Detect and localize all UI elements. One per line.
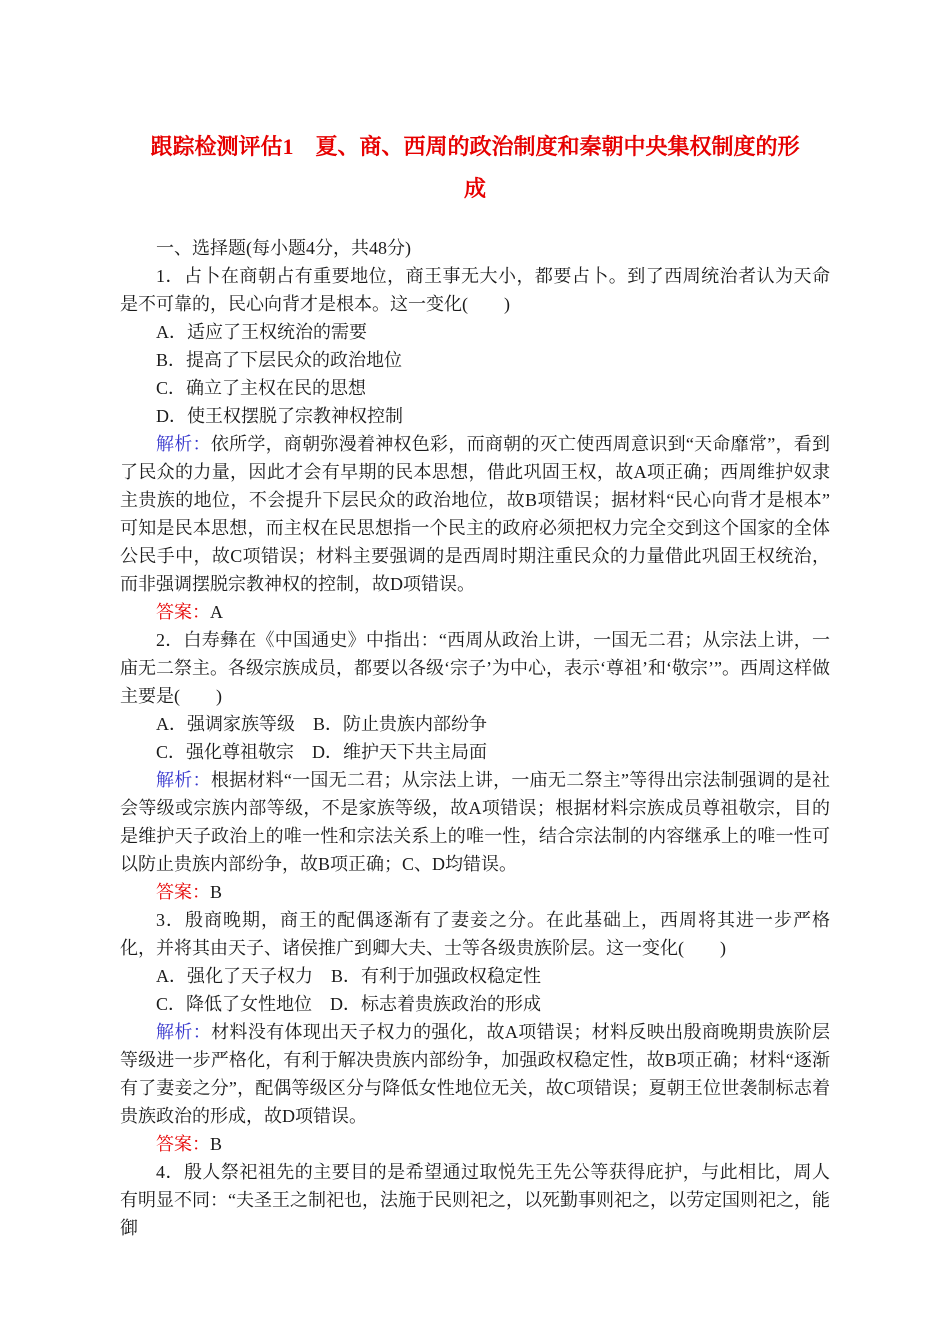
question-block-4 xyxy=(120,1158,830,1242)
analysis-text: 材料没有体现出天子权力的强化，故A项错误；材料反映出殷商晚期贵族阶层等级进一步严格化，有利于解决贵族内部纷争，加强政权稳定性，故B项正确；材料“逐渐有了妻妾之分”，配偶等级区分与降低女性地位无关，故C项错误；夏朝王位世袭制标志着贵族政治的形成，故D项错误。 xyxy=(120,1022,831,1126)
question-1-option-a: A．适应了王权统治的需要 xyxy=(156,322,367,342)
analysis-label: 解析： xyxy=(156,434,211,454)
answer-label: 答案： xyxy=(156,1134,210,1154)
question-1-answer xyxy=(120,598,830,626)
question-1-stem: 1．占卜在商朝占有重要地位，商王事无大小，都要占卜。到了西周统治者认为天命是不可靠的，民心向背才是根本。这一变化( ) xyxy=(120,266,830,314)
question-3-options-ab: A．强化了天子权力 B．有利于加强政权稳定性 xyxy=(156,966,542,986)
question-block-3 xyxy=(120,906,830,1158)
question-2-answer xyxy=(120,878,830,906)
question-2-options-ab: A．强调家族等级 B．防止贵族内部纷争 xyxy=(156,714,488,734)
question-block-1 xyxy=(120,262,830,626)
answer-value: B xyxy=(210,1134,223,1154)
analysis-text: 依所学，商朝弥漫着神权色彩，而商朝的灭亡使西周意识到“天命靡常”，看到了民众的力量，因此才会有早期的民本思想，借此巩固王权，故A项正确；西周维护奴隶主贵族的地位，不会提升下层民众的政治地位，故B项错误；据材料“民心向背才是根本”可知是民本思想，而主权在民思想指一个民主的政府必须把权力完全交到这个国家的全体公民手中，故C项错误；材料主要强调的是西周时期注重民众的力量借此巩固王权统治，而非强调摆脱宗教神权的控制，故D项错误。 xyxy=(120,434,830,594)
question-1-option-b: B．提高了下层民众的政治地位 xyxy=(156,350,403,370)
question-4-stem: 4．殷人祭祀祖先的主要目的是希望通过取悦先王先公等获得庇护，与此相比，周人有明显不同：“夫圣王之制祀也，法施于民则祀之，以死勤事则祀之，以劳定国则祀之，能御 xyxy=(120,1162,830,1238)
question-3-answer xyxy=(120,1130,830,1158)
question-2-analysis xyxy=(120,766,830,878)
question-block-2 xyxy=(120,626,830,906)
analysis-label: 解析： xyxy=(156,1022,212,1042)
question-2-stem: 2．白寿彝在《中国通史》中指出：“西周从政治上讲，一国无二君；从宗法上讲，一庙无二祭主。各级宗族成员，都要以各级‘宗子’为中心，表示‘尊祖’和‘敬宗’”。西周这样做主要是( ) xyxy=(120,630,830,706)
analysis-text: 根据材料“一国无二君；从宗法上讲，一庙无二祭主”等得出宗法制强调的是社会等级或宗族内部等级，不是家族等级，故A项错误；根据材料宗族成员尊祖敬宗，目的是维护天子政治上的唯一性和宗法关系上的唯一性，结合宗法制的内容继承上的唯一性可以防止贵族内部纷争，故B项正确；C、D均错误。 xyxy=(120,770,830,874)
question-2-options-cd: C．强化尊祖敬宗 D．维护天下共主局面 xyxy=(156,742,488,762)
page-title: 跟踪检测评估1 夏、商、西周的政治制度和秦朝中央集权制度的形成 xyxy=(150,134,800,201)
question-3-stem: 3．殷商晚期，商王的配偶逐渐有了妻妾之分。在此基础上，西周将其进一步严格化，并将其由天子、诸侯推广到卿大夫、士等各级贵族阶层。这一变化( ) xyxy=(120,910,830,958)
section-header: 一、选择题(每小题4分，共48分) xyxy=(156,238,411,258)
answer-value: B xyxy=(210,882,223,902)
question-1-option-d: D．使王权摆脱了宗教神权控制 xyxy=(156,406,403,426)
question-1-option-c: C．确立了主权在民的思想 xyxy=(156,378,367,398)
answer-label: 答案： xyxy=(156,602,210,622)
question-3-analysis xyxy=(120,1018,830,1130)
question-3-options-cd: C．降低了女性地位 D．标志着贵族政治的形成 xyxy=(156,994,542,1014)
question-1-analysis xyxy=(120,430,830,598)
answer-label: 答案： xyxy=(156,882,210,902)
answer-value: A xyxy=(210,602,223,622)
analysis-label: 解析： xyxy=(156,770,211,790)
